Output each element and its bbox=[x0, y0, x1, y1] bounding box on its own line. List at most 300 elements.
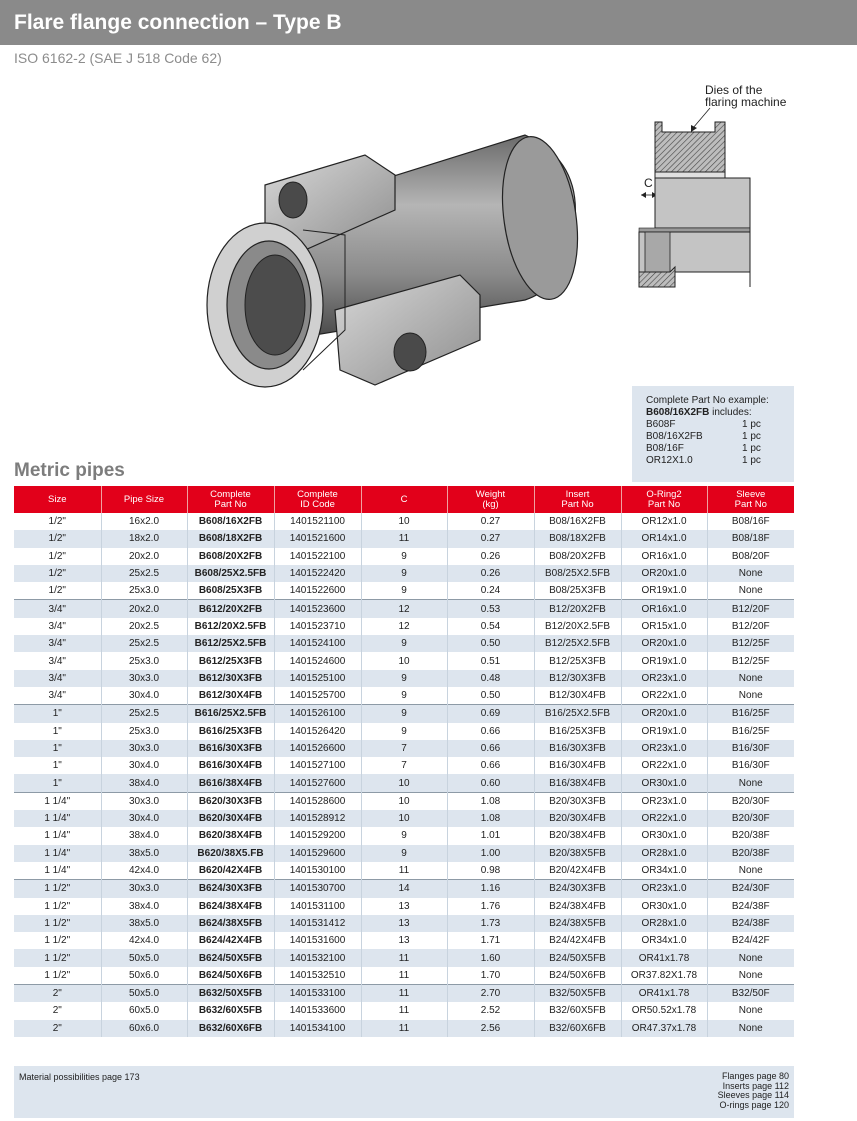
cell-complete-part-no: B624/30X3FB bbox=[187, 880, 274, 898]
cell-weight: 0.60 bbox=[447, 774, 534, 792]
cell-o-ring-part-no: OR19x1.0 bbox=[621, 723, 707, 740]
cell-size: 2" bbox=[14, 1020, 101, 1037]
cell-pipe-size: 60x6.0 bbox=[101, 1020, 187, 1037]
cell-complete-id-code: 1401521100 bbox=[274, 513, 361, 530]
cell-c: 10 bbox=[361, 513, 447, 530]
column-header-weight bbox=[447, 486, 534, 513]
cell-sleeve-part-no: B20/30F bbox=[707, 810, 794, 827]
cell-o-ring-part-no: OR30x1.0 bbox=[621, 774, 707, 792]
cell-weight: 2.56 bbox=[447, 1020, 534, 1037]
cell-complete-id-code: 1401525100 bbox=[274, 670, 361, 687]
cell-weight: 1.08 bbox=[447, 810, 534, 827]
table-row bbox=[14, 845, 794, 862]
sleeves-page-link[interactable]: Sleeves page 114 bbox=[717, 1090, 789, 1100]
cell-pipe-size: 30x3.0 bbox=[101, 880, 187, 898]
cell-pipe-size: 20x2.0 bbox=[101, 548, 187, 565]
cell-o-ring-part-no: OR14x1.0 bbox=[621, 530, 707, 547]
cell-complete-part-no: B616/25X2.5FB bbox=[187, 705, 274, 723]
cell-complete-part-no: B632/60X5FB bbox=[187, 1002, 274, 1019]
column-header-line1: Sleeve bbox=[736, 488, 766, 500]
cell-weight: 0.26 bbox=[447, 548, 534, 565]
cell-size: 1" bbox=[14, 705, 101, 723]
cell-size: 1/2" bbox=[48, 516, 66, 528]
column-header-size bbox=[14, 486, 101, 513]
cell-c: 12 bbox=[361, 600, 447, 618]
cell-c: 11 bbox=[361, 1002, 447, 1019]
example-item-part: B608F bbox=[646, 419, 676, 430]
table-row bbox=[14, 565, 794, 582]
cell-size: 1 1/2" bbox=[44, 969, 71, 981]
table-row bbox=[14, 705, 794, 723]
cell-insert-part-no: B08/25X3FB bbox=[534, 582, 621, 600]
cell-sleeve-part-no: B24/38F bbox=[707, 915, 794, 932]
cell-insert-part-no: B16/30X4FB bbox=[534, 757, 621, 774]
cell-complete-part-no: B612/30X3FB bbox=[187, 670, 274, 687]
cell-complete-part-no: B608/25X3FB bbox=[187, 582, 274, 600]
part-number-example-box bbox=[632, 386, 794, 482]
cell-sleeve-part-no: B24/30F bbox=[707, 880, 794, 898]
cell-complete-id-code: 1401531600 bbox=[274, 932, 361, 949]
cell-pipe-size: 50x5.0 bbox=[101, 949, 187, 966]
footer bbox=[14, 1066, 794, 1118]
column-header-c bbox=[361, 486, 447, 513]
cell-c: 9 bbox=[361, 845, 447, 862]
column-header-line1: Complete bbox=[297, 488, 338, 500]
cell-sleeve-part-no: None bbox=[707, 582, 794, 600]
cell-insert-part-no: B20/30X4FB bbox=[534, 810, 621, 827]
example-part-number: B608/16X2FB bbox=[646, 407, 710, 418]
cell-complete-id-code: 1401532510 bbox=[274, 967, 361, 985]
cell-size: 3/4" bbox=[14, 670, 101, 687]
cell-sleeve-part-no: B24/38F bbox=[707, 898, 794, 915]
parts-table bbox=[14, 486, 794, 1037]
cell-size: 1 1/4" bbox=[44, 865, 71, 877]
cell-sleeve-part-no: B16/30F bbox=[707, 757, 794, 774]
cell-pipe-size: 38x5.0 bbox=[101, 915, 187, 932]
cell-weight: 1.76 bbox=[447, 898, 534, 915]
cell-o-ring-part-no: OR19x1.0 bbox=[621, 652, 707, 669]
cell-c: 12 bbox=[361, 618, 447, 635]
cell-complete-id-code: 1401522600 bbox=[274, 582, 361, 600]
column-header-line1: C bbox=[400, 493, 408, 505]
column-header-complete-part-no bbox=[187, 486, 274, 513]
cell-c: 14 bbox=[361, 880, 447, 898]
table-row bbox=[14, 548, 794, 565]
cell-c: 13 bbox=[361, 898, 447, 915]
cell-sleeve-part-no: None bbox=[707, 670, 794, 687]
cell-insert-part-no: B12/20X2.5FB bbox=[534, 618, 621, 635]
cell-weight: 1.00 bbox=[447, 845, 534, 862]
cell-weight: 0.50 bbox=[447, 635, 534, 652]
cell-insert-part-no: B08/18X2FB bbox=[534, 530, 621, 547]
table-row bbox=[14, 827, 794, 844]
cell-pipe-size: 30x4.0 bbox=[101, 810, 187, 827]
table-row bbox=[14, 530, 794, 547]
cell-sleeve-part-no: B20/38F bbox=[707, 845, 794, 862]
table-row bbox=[14, 810, 794, 827]
cell-insert-part-no: B16/30X3FB bbox=[534, 740, 621, 757]
example-item-part: B08/16X2FB bbox=[646, 431, 703, 442]
inserts-page-link[interactable]: Inserts page 112 bbox=[722, 1080, 789, 1091]
cell-complete-part-no: B608/25X2.5FB bbox=[187, 565, 274, 582]
cell-o-ring-part-no: OR22x1.0 bbox=[621, 687, 707, 705]
cell-pipe-size: 30x3.0 bbox=[101, 740, 187, 757]
cell-complete-part-no: B616/30X4FB bbox=[187, 757, 274, 774]
cell-weight: 1.70 bbox=[447, 967, 534, 985]
cell-c: 10 bbox=[361, 774, 447, 792]
cell-complete-part-no: B624/42X4FB bbox=[187, 932, 274, 949]
cell-complete-id-code: 1401522420 bbox=[274, 565, 361, 582]
cell-sleeve-part-no: None bbox=[707, 862, 794, 880]
column-header-line2: Part No bbox=[647, 498, 681, 510]
cell-o-ring-part-no: OR28x1.0 bbox=[621, 845, 707, 862]
cell-insert-part-no: B12/25X3FB bbox=[534, 652, 621, 669]
example-item-part: B08/16F bbox=[646, 443, 684, 454]
cell-insert-part-no: B12/20X2FB bbox=[534, 600, 621, 618]
cell-insert-part-no: B12/30X4FB bbox=[534, 687, 621, 705]
cell-c: 11 bbox=[361, 985, 447, 1003]
cell-o-ring-part-no: OR30x1.0 bbox=[621, 827, 707, 844]
cell-weight: 1.73 bbox=[447, 915, 534, 932]
cell-c: 9 bbox=[361, 635, 447, 652]
cell-o-ring-part-no: OR50.52x1.78 bbox=[621, 1002, 707, 1019]
column-header-sleeve-part-no bbox=[707, 486, 794, 513]
cell-pipe-size: 42x4.0 bbox=[101, 932, 187, 949]
table-row bbox=[14, 915, 794, 932]
example-item bbox=[646, 455, 794, 467]
cell-insert-part-no: B24/38X4FB bbox=[534, 898, 621, 915]
cell-size: 1/2" bbox=[14, 565, 101, 582]
section-heading: Metric pipes bbox=[14, 460, 125, 481]
cell-complete-part-no: B608/20X2FB bbox=[187, 548, 274, 565]
column-header-o-ring-part-no bbox=[621, 486, 707, 513]
cell-weight: 0.69 bbox=[447, 705, 534, 723]
cell-complete-id-code: 1401526420 bbox=[274, 723, 361, 740]
cell-insert-part-no: B16/38X4FB bbox=[534, 774, 621, 792]
cell-size: 1 1/2" bbox=[14, 880, 101, 898]
column-header-line1: Weight bbox=[475, 488, 506, 500]
page-subtitle: ISO 6162-2 (SAE J 518 Code 62) bbox=[14, 50, 222, 66]
cell-c: 7 bbox=[361, 740, 447, 757]
cell-complete-id-code: 1401530100 bbox=[274, 862, 361, 880]
cell-sleeve-part-no: B16/25F bbox=[707, 723, 794, 740]
example-item bbox=[646, 431, 794, 443]
cell-weight: 0.66 bbox=[447, 723, 534, 740]
example-item-part: OR12X1.0 bbox=[646, 455, 693, 466]
cell-complete-part-no: B620/38X5.FB bbox=[187, 845, 274, 862]
table-row bbox=[14, 670, 794, 687]
cell-complete-id-code: 1401533100 bbox=[274, 985, 361, 1003]
cell-insert-part-no: B24/30X3FB bbox=[534, 880, 621, 898]
cell-pipe-size: 38x4.0 bbox=[101, 898, 187, 915]
cell-insert-part-no: B20/38X5FB bbox=[534, 845, 621, 862]
table-row bbox=[14, 967, 794, 985]
cell-weight: 1.60 bbox=[447, 949, 534, 966]
cell-c: 10 bbox=[361, 810, 447, 827]
cell-size: 1/2" bbox=[48, 585, 66, 597]
cell-weight: 0.98 bbox=[447, 862, 534, 880]
cell-c: 11 bbox=[361, 1020, 447, 1037]
page-title: Flare flange connection – Type B bbox=[0, 0, 857, 45]
cell-sleeve-part-no: B32/50F bbox=[707, 985, 794, 1003]
cell-pipe-size: 30x4.0 bbox=[101, 757, 187, 774]
example-item-qty: 1 pc bbox=[742, 443, 761, 454]
cell-pipe-size: 25x2.5 bbox=[101, 565, 187, 582]
cell-o-ring-part-no: OR30x1.0 bbox=[621, 898, 707, 915]
dies-label-line1: Dies of the bbox=[705, 83, 763, 97]
cell-complete-id-code: 1401528600 bbox=[274, 792, 361, 810]
cell-weight: 1.16 bbox=[447, 880, 534, 898]
table-row bbox=[14, 774, 794, 792]
cell-complete-part-no: B624/50X5FB bbox=[187, 949, 274, 966]
cell-complete-id-code: 1401526600 bbox=[274, 740, 361, 757]
cell-sleeve-part-no: None bbox=[707, 967, 794, 985]
cell-pipe-size: 25x3.0 bbox=[101, 723, 187, 740]
cell-complete-part-no: B612/30X4FB bbox=[187, 687, 274, 705]
cell-pipe-size: 30x3.0 bbox=[101, 670, 187, 687]
cell-o-ring-part-no: OR20x1.0 bbox=[621, 565, 707, 582]
example-item bbox=[646, 443, 794, 455]
cell-pipe-size: 18x2.0 bbox=[101, 530, 187, 547]
flanges-page-link[interactable]: Flanges page 80 bbox=[721, 1071, 789, 1081]
cell-pipe-size: 25x3.0 bbox=[101, 652, 187, 669]
table-row bbox=[14, 618, 794, 635]
cell-c: 11 bbox=[361, 862, 447, 880]
cell-pipe-size: 38x4.0 bbox=[101, 774, 187, 792]
flaring-section-diagram bbox=[625, 82, 805, 297]
cell-weight: 1.08 bbox=[447, 792, 534, 810]
column-header-line1: Pipe Size bbox=[123, 493, 165, 505]
cell-pipe-size: 25x2.5 bbox=[101, 705, 187, 723]
table-header-row bbox=[14, 486, 794, 513]
cell-complete-id-code: 1401531100 bbox=[274, 898, 361, 915]
cell-c: 9 bbox=[361, 687, 447, 705]
cell-size: 3/4" bbox=[48, 655, 66, 667]
cell-size: 3/4" bbox=[14, 600, 101, 618]
dies-label-line2: flaring machine bbox=[705, 95, 787, 109]
cell-c: 10 bbox=[361, 652, 447, 669]
table-row bbox=[14, 723, 794, 740]
cell-o-ring-part-no: OR34x1.0 bbox=[621, 862, 707, 880]
cell-o-ring-part-no: OR16x1.0 bbox=[621, 548, 707, 565]
cell-insert-part-no: B20/30X3FB bbox=[534, 792, 621, 810]
cell-size: 1" bbox=[14, 774, 101, 792]
cell-size: 2" bbox=[14, 985, 101, 1003]
example-item-qty: 1 pc bbox=[742, 455, 761, 466]
flange-connection-illustration bbox=[195, 100, 585, 390]
cell-o-ring-part-no: OR22x1.0 bbox=[621, 757, 707, 774]
cell-sleeve-part-no: None bbox=[707, 1020, 794, 1037]
cell-weight: 0.54 bbox=[447, 618, 534, 635]
cell-pipe-size: 60x5.0 bbox=[101, 1002, 187, 1019]
cell-insert-part-no: B16/25X3FB bbox=[534, 723, 621, 740]
cell-sleeve-part-no: B16/30F bbox=[707, 740, 794, 757]
cell-complete-id-code: 1401524100 bbox=[274, 635, 361, 652]
cell-o-ring-part-no: OR41x1.78 bbox=[621, 949, 707, 966]
column-header-insert-part-no bbox=[534, 486, 621, 513]
cell-o-ring-part-no: OR23x1.0 bbox=[621, 792, 707, 810]
table-row bbox=[14, 635, 794, 652]
cell-weight: 1.01 bbox=[447, 827, 534, 844]
cell-insert-part-no: B08/20X2FB bbox=[534, 548, 621, 565]
cell-pipe-size: 42x4.0 bbox=[101, 862, 187, 880]
cell-insert-part-no: B08/16X2FB bbox=[534, 513, 621, 530]
cell-complete-id-code: 1401523710 bbox=[274, 618, 361, 635]
table-row bbox=[14, 949, 794, 966]
column-header-line1: O-Ring2 bbox=[646, 488, 682, 500]
cell-pipe-size: 30x4.0 bbox=[101, 687, 187, 705]
cell-sleeve-part-no: B08/16F bbox=[707, 513, 794, 530]
cell-complete-id-code: 1401534100 bbox=[274, 1020, 361, 1037]
cell-sleeve-part-no: B12/20F bbox=[707, 600, 794, 618]
cell-c: 9 bbox=[361, 670, 447, 687]
example-item-qty: 1 pc bbox=[742, 431, 761, 442]
cell-complete-id-code: 1401528912 bbox=[274, 810, 361, 827]
page-references bbox=[718, 1072, 789, 1110]
cell-c: 11 bbox=[361, 967, 447, 985]
cell-size: 1" bbox=[14, 740, 101, 757]
cell-pipe-size: 25x3.0 bbox=[101, 582, 187, 600]
cell-o-ring-part-no: OR28x1.0 bbox=[621, 915, 707, 932]
cell-insert-part-no: B24/38X5FB bbox=[534, 915, 621, 932]
column-header-pipe-size bbox=[101, 486, 187, 513]
cell-size: 3/4" bbox=[48, 690, 66, 702]
cell-insert-part-no: B32/50X5FB bbox=[534, 985, 621, 1003]
cell-pipe-size: 50x6.0 bbox=[101, 967, 187, 985]
cell-complete-part-no: B612/20X2.5FB bbox=[187, 618, 274, 635]
cell-complete-id-code: 1401532100 bbox=[274, 949, 361, 966]
cell-pipe-size: 20x2.0 bbox=[101, 600, 187, 618]
cell-insert-part-no: B08/25X2.5FB bbox=[534, 565, 621, 582]
cell-o-ring-part-no: OR12x1.0 bbox=[621, 513, 707, 530]
cell-insert-part-no: B32/60X6FB bbox=[534, 1020, 621, 1037]
column-header-line2: Part No bbox=[214, 498, 247, 510]
cell-o-ring-part-no: OR19x1.0 bbox=[621, 582, 707, 600]
cell-complete-part-no: B632/60X6FB bbox=[187, 1020, 274, 1037]
cell-c: 13 bbox=[361, 932, 447, 949]
cell-o-ring-part-no: OR34x1.0 bbox=[621, 932, 707, 949]
cell-weight: 0.27 bbox=[447, 530, 534, 547]
cell-complete-id-code: 1401529200 bbox=[274, 827, 361, 844]
cell-complete-id-code: 1401525700 bbox=[274, 687, 361, 705]
cell-c: 9 bbox=[361, 723, 447, 740]
cell-pipe-size: 30x3.0 bbox=[101, 792, 187, 810]
cell-sleeve-part-no: None bbox=[707, 565, 794, 582]
column-header-line2: Part No bbox=[561, 498, 594, 510]
cell-insert-part-no: B16/25X2.5FB bbox=[534, 705, 621, 723]
cell-pipe-size: 25x2.5 bbox=[101, 635, 187, 652]
cell-complete-part-no: B620/30X3FB bbox=[187, 792, 274, 810]
cell-size: 1" bbox=[52, 760, 62, 772]
cell-size: 1 1/4" bbox=[14, 810, 101, 827]
cell-sleeve-part-no: B12/20F bbox=[707, 618, 794, 635]
cell-complete-part-no: B624/50X6FB bbox=[187, 967, 274, 985]
cell-size: 1 1/4" bbox=[14, 792, 101, 810]
cell-sleeve-part-no: B20/38F bbox=[707, 827, 794, 844]
cell-insert-part-no: B24/50X5FB bbox=[534, 949, 621, 966]
cell-insert-part-no: B12/30X3FB bbox=[534, 670, 621, 687]
cell-weight: 0.66 bbox=[447, 757, 534, 774]
cell-insert-part-no: B32/60X5FB bbox=[534, 1002, 621, 1019]
cell-insert-part-no: B24/42X4FB bbox=[534, 932, 621, 949]
c-dimension-label: C bbox=[644, 176, 653, 190]
cell-pipe-size: 38x5.0 bbox=[101, 845, 187, 862]
cell-o-ring-part-no: OR20x1.0 bbox=[621, 635, 707, 652]
table-row bbox=[14, 740, 794, 757]
table-row bbox=[14, 582, 794, 600]
cell-complete-part-no: B608/16X2FB bbox=[187, 513, 274, 530]
cell-complete-id-code: 1401527600 bbox=[274, 774, 361, 792]
cell-pipe-size: 50x5.0 bbox=[101, 985, 187, 1003]
cell-size: 3/4" bbox=[48, 620, 66, 632]
cell-insert-part-no: B20/38X4FB bbox=[534, 827, 621, 844]
orings-page-link[interactable]: O-rings page 120 bbox=[719, 1099, 789, 1110]
table-row bbox=[14, 792, 794, 810]
cell-complete-id-code: 1401524600 bbox=[274, 652, 361, 669]
cell-sleeve-part-no: B08/20F bbox=[707, 548, 794, 565]
cell-complete-part-no: B616/25X3FB bbox=[187, 723, 274, 740]
cell-c: 9 bbox=[361, 565, 447, 582]
material-possibilities-link[interactable]: Material possibilities page 173 bbox=[19, 1072, 140, 1082]
cell-sleeve-part-no: B16/25F bbox=[707, 705, 794, 723]
column-header-line2: Part No bbox=[734, 498, 767, 510]
cell-size: 1 1/4" bbox=[44, 830, 71, 842]
cell-weight: 0.24 bbox=[447, 582, 534, 600]
cell-complete-part-no: B612/20X2FB bbox=[187, 600, 274, 618]
cell-weight: 2.52 bbox=[447, 1002, 534, 1019]
table-row bbox=[14, 513, 794, 530]
table-row bbox=[14, 757, 794, 774]
cell-o-ring-part-no: OR41x1.78 bbox=[621, 985, 707, 1003]
cell-pipe-size: 16x2.0 bbox=[101, 513, 187, 530]
cell-sleeve-part-no: B12/25F bbox=[707, 635, 794, 652]
table-row bbox=[14, 652, 794, 669]
column-header-line2: (kg) bbox=[482, 498, 499, 510]
table-row bbox=[14, 1002, 794, 1019]
table-row bbox=[14, 880, 794, 898]
cell-complete-id-code: 1401521600 bbox=[274, 530, 361, 547]
cell-o-ring-part-no: OR23x1.0 bbox=[621, 880, 707, 898]
cell-c: 9 bbox=[361, 705, 447, 723]
cell-complete-part-no: B620/30X4FB bbox=[187, 810, 274, 827]
cell-c: 11 bbox=[361, 530, 447, 547]
cell-complete-part-no: B608/18X2FB bbox=[187, 530, 274, 547]
cell-complete-part-no: B612/25X2.5FB bbox=[187, 635, 274, 652]
cell-complete-part-no: B624/38X5FB bbox=[187, 915, 274, 932]
table-row bbox=[14, 1020, 794, 1037]
cell-sleeve-part-no: None bbox=[707, 774, 794, 792]
cell-c: 13 bbox=[361, 915, 447, 932]
example-item-qty: 1 pc bbox=[742, 419, 761, 430]
cell-c: 9 bbox=[361, 548, 447, 565]
table-row bbox=[14, 687, 794, 705]
cell-weight: 0.27 bbox=[447, 513, 534, 530]
cell-sleeve-part-no: None bbox=[707, 687, 794, 705]
cell-weight: 0.51 bbox=[447, 652, 534, 669]
cell-weight: 1.71 bbox=[447, 932, 534, 949]
cell-o-ring-part-no: OR23x1.0 bbox=[621, 740, 707, 757]
cell-complete-part-no: B620/42X4FB bbox=[187, 862, 274, 880]
cell-pipe-size: 20x2.5 bbox=[101, 618, 187, 635]
cell-sleeve-part-no: None bbox=[707, 1002, 794, 1019]
cell-complete-id-code: 1401526100 bbox=[274, 705, 361, 723]
cell-size: 1 1/2" bbox=[44, 935, 71, 947]
cell-insert-part-no: B12/25X2.5FB bbox=[534, 635, 621, 652]
cell-size: 1 1/2" bbox=[44, 900, 71, 912]
cell-complete-id-code: 1401530700 bbox=[274, 880, 361, 898]
column-header-line1: Insert bbox=[565, 488, 590, 500]
example-item bbox=[646, 419, 794, 431]
